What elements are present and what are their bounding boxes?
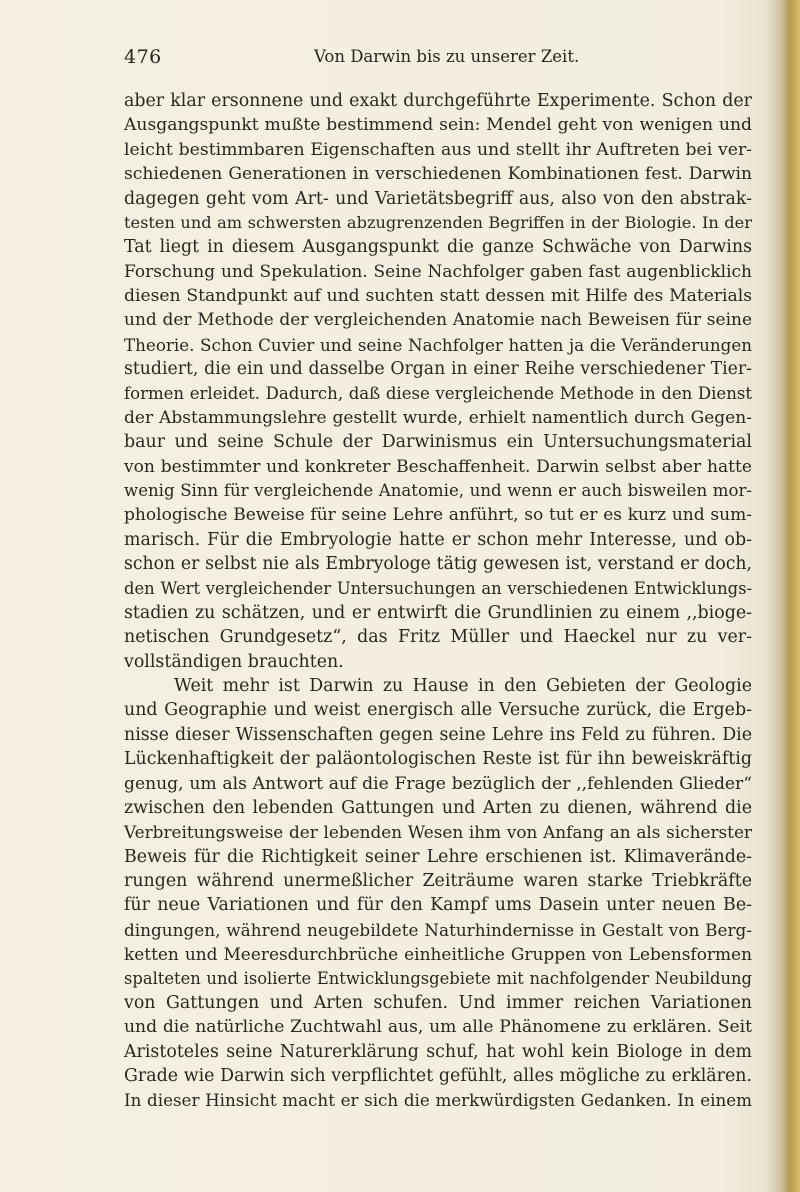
text-line: Lückenhaftigkeit der paläontologischen Reste ist für ihn beweiskräftig: [124, 749, 752, 770]
text-line: marisch. Für die Embryologie hatte er schon mehr Interesse, und ob-: [124, 529, 752, 550]
text-line: baur und seine Schule der Darwinismus ein Untersuchungsmaterial: [124, 432, 752, 453]
text-line: und die natürliche Zuchtwahl aus, um alle Phänomene zu erklären. Seit: [124, 1017, 752, 1038]
running-title: Von Darwin bis zu unserer Zeit.: [314, 47, 580, 66]
text-line: schiedenen Generationen in verschiedenen Kombinationen fest. Darwin: [124, 164, 752, 185]
text-line: der Abstammungslehre gestellt wurde, erhielt namentlich durch Gegen-: [124, 407, 752, 428]
text-line: diesen Standpunkt auf und suchten statt dessen mit Hilfe des Materials: [124, 286, 752, 306]
text-line: rungen während unermeßlicher Zeiträume waren starke Triebkräfte: [124, 871, 752, 891]
text-line: dingungen, während neugebildete Naturhindernisse in Gestalt von Berg-: [124, 919, 752, 940]
text-line: von bestimmter und konkreter Beschaffenheit. Darwin selbst aber hatte: [124, 456, 752, 477]
text-line: zwischen den lebenden Gattungen und Arten zu dienen, während die: [124, 797, 752, 818]
text-line: phologische Beweise für seine Lehre anführt, so tut er es kurz und sum-: [124, 505, 752, 526]
text-line: nisse dieser Wissenschaften gegen seine Lehre ins Feld zu führen. Die: [124, 724, 752, 745]
text-line: Grade wie Darwin sich verpflichtet gefühlt, alles mögliche zu erklären.: [124, 1066, 752, 1086]
text-line: und Geographie und weist energisch alle Versuche zurück, die Ergeb-: [124, 700, 752, 721]
paragraph-end-line: vollständigen brauchten.: [124, 651, 344, 672]
text-line: studiert, die ein und dasselbe Organ in einer Reihe verschiedener Tier-: [124, 359, 752, 380]
text-line: genug, um als Antwort auf die Frage bezüglich der ,,fehlenden Glieder“: [124, 773, 752, 794]
text-line: formen erleidet. Dadurch, daß diese vergleichende Methode in den Dienst: [124, 383, 752, 403]
page-header: [124, 46, 752, 74]
text-line: und der Methode der vergleichenden Anatomie nach Beweisen für seine: [124, 310, 752, 331]
text-line: In dieser Hinsicht macht er sich die merkwürdigsten Gedanken. In einem: [124, 1090, 752, 1111]
text-line: Aristoteles seine Naturerklärung schuf, hat wohl kein Biologe in dem: [124, 1041, 752, 1062]
text-line: spalteten und isolierte Entwicklungsgebiete mit nachfolgender Neubildung: [124, 968, 752, 988]
page-number: 476: [124, 46, 162, 68]
body-text: [124, 89, 752, 1113]
text-line: schon er selbst nie als Embryologe tätig gewesen ist, verstand er doch,: [124, 554, 752, 575]
text-line: aber klar ersonnene und exakt durchgeführte Experimente. Schon der: [124, 91, 752, 111]
text-line: Forschung und Spekulation. Seine Nachfolger gaben fast augenblicklich: [124, 261, 752, 282]
text-line: Theorie. Schon Cuvier und seine Nachfolger hatten ja die Veränderungen: [124, 334, 752, 355]
text-line: dagegen geht vom Art- und Varietätsbegriff aus, also von den abstrak-: [124, 188, 752, 209]
text-line: netischen Grundgesetz“, das Fritz Müller und Haeckel nur zu ver-: [124, 627, 752, 648]
text-line: leicht bestimmbaren Eigenschaften aus und stellt ihr Auftreten bei ver-: [124, 139, 752, 160]
text-line: ketten und Meeresdurchbrüche einheitliche Gruppen von Lebensformen: [124, 944, 752, 965]
text-line: für neue Variationen und für den Kampf ums Dasein unter neuen Be-: [124, 895, 752, 916]
text-line: Beweis für die Richtigkeit seiner Lehre erschienen ist. Klimaverände-: [124, 846, 752, 867]
paragraph-start-line: Weit mehr ist Darwin zu Hause in den Gebieten der Geologie: [174, 676, 752, 696]
page-edge: [766, 0, 800, 1192]
text-line: Tat liegt in diesem Ausgangspunkt die ganze Schwäche von Darwins: [124, 237, 752, 258]
text-line: stadien zu schätzen, und er entwirft die Grundlinien zu einem ,,bioge-: [124, 602, 752, 623]
text-line: den Wert vergleichender Untersuchungen an verschiedenen Entwicklungs-: [124, 578, 752, 598]
text-line: testen und am schwersten abzugrenzenden Begriffen in der Biologie. In der: [124, 212, 752, 232]
text-line: wenig Sinn für vergleichende Anatomie, und wenn er auch bisweilen mor-: [124, 481, 752, 500]
text-line: Verbreitungsweise der lebenden Wesen ihm von Anfang an als sicherster: [124, 822, 752, 843]
text-line: von Gattungen und Arten schufen. Und immer reichen Variationen: [124, 992, 752, 1013]
text-line: Ausgangspunkt mußte bestimmend sein: Mendel geht von wenigen und: [124, 115, 752, 136]
